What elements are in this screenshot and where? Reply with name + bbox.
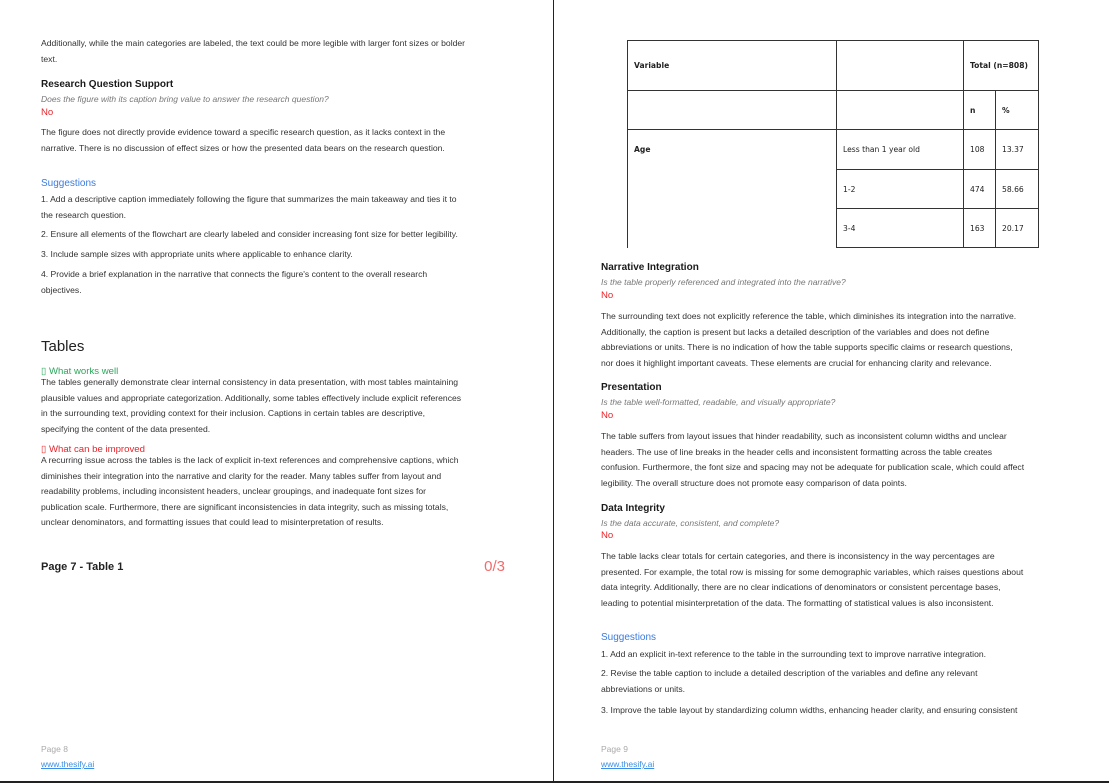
rq-answer: No <box>41 107 54 118</box>
text-line: 3. Include sample sizes with appropriate units where applicable to enhance clarity. <box>41 249 353 259</box>
rq-question: Does the figure with its caption bring value to answer the research question? <box>41 94 329 104</box>
suggestions-title: Suggestions <box>41 178 97 189</box>
text-line: unclear denominators, and formatting issues that could lead to misinterpretation of results. <box>41 517 384 527</box>
text-line: presented. For example, the total row is missing for some demographic variables, which raises questions about <box>601 566 1024 577</box>
rq-title: Research Question Support <box>41 79 174 90</box>
presentation-title: Presentation <box>601 382 662 393</box>
page-number: Page 8 <box>41 744 68 754</box>
header-blank <box>837 41 964 91</box>
text-line: nor does it highlight important caveats. These elements are crucial for enhancing clarity and relevance. <box>601 357 992 368</box>
text-line: diminishes their integration into the narrative and clarity for the reader. Many tables suffer from layout and <box>41 470 442 481</box>
page-divider <box>553 0 554 782</box>
suggestion-item <box>601 666 1081 697</box>
subheader-blank <box>628 91 837 130</box>
suggestion-item <box>41 247 521 263</box>
text-line: publication scale. Furthermore, there are significant inconsistencies in data integrity, such as missing totals, <box>41 501 449 512</box>
header-pct: % <box>996 91 1039 130</box>
text-line: plausible values and appropriate categorization. Additionally, some tables effectively include explicit references <box>41 392 462 403</box>
text-line: The table lacks clear totals for certain categories, and there is inconsistency in the way percentages are <box>601 551 995 561</box>
text-line: The table suffers from layout issues that hinder readability, such as inconsistent column widths and unclear <box>601 431 1007 441</box>
improve-label: ▯ What can be improved <box>41 444 145 455</box>
text-line: 3. Improve the table layout by standardizing column widths, enhancing header clarity, and ensuring consistent <box>601 705 1018 715</box>
text-line: abbreviations or units. There is no indication of how the table supports specific claims or research questions, <box>601 342 1013 352</box>
text-line: 4. Provide a brief explanation in the narrative that connects the figure's content to the overall research <box>41 269 428 279</box>
suggestion-item <box>41 227 521 243</box>
presentation-question: Is the table well-formatted, readable, and visually appropriate? <box>601 397 836 407</box>
text-line: abbreviations or units. <box>601 683 686 694</box>
group-age: Age <box>628 130 837 248</box>
intro-paragraph <box>41 36 521 67</box>
row-label: 1-2 <box>837 170 964 209</box>
text-line: confusion. Furthermore, the font size and spacing may not be adequate for publication scale, which could affect <box>601 462 1025 472</box>
row-n: 163 <box>964 209 996 248</box>
text-line: A recurring issue across the tables is the lack of explicit in-text references and comprehensive captions, which <box>41 455 459 465</box>
text-line: Additionally, while the main categories are labeled, the text could be more legible with larger font sizes or bolder <box>41 38 466 48</box>
text-line: 1. Add a descriptive caption immediately following the figure that summarizes the main takeaway and ties it to <box>41 194 457 204</box>
text-line: narrative. There is no discussion of effect sizes or how the presented data bears on the research question. <box>41 142 445 153</box>
presentation-answer: No <box>601 410 614 421</box>
footer-link[interactable]: www.thesify.ai <box>601 759 655 769</box>
works-well-label: ▯ What works well <box>41 366 119 377</box>
works-well-paragraph <box>41 375 521 437</box>
narrative-answer: No <box>601 290 614 301</box>
row-pct: 20.17 <box>996 209 1039 248</box>
item-title: Page 7 - Table 1 <box>41 561 124 573</box>
rq-paragraph <box>41 125 521 156</box>
text-line: 2. Revise the table caption to include a detailed description of the variables and define any relevant <box>601 668 978 678</box>
subheader-blank <box>837 91 964 130</box>
text-line: text. <box>41 53 58 64</box>
text-line: objectives. <box>41 284 82 295</box>
page-number: Page 9 <box>601 744 628 754</box>
row-label: 3-4 <box>837 209 964 248</box>
suggestion-item <box>601 703 1081 719</box>
text-line: 2. Ensure all elements of the flowchart are clearly labeled and consider increasing font size for better legibility. <box>41 229 458 239</box>
suggestions-title: Suggestions <box>601 632 657 643</box>
text-line: The surrounding text does not explicitly reference the table, which diminishes its integration into the narrative. <box>601 311 1017 321</box>
row-pct: 58.66 <box>996 170 1039 209</box>
integrity-paragraph <box>601 549 1081 611</box>
header-variable: Variable <box>628 41 837 91</box>
presentation-paragraph <box>601 429 1081 491</box>
text-line: data integrity. Additionally, there are no clear indications of denominators or consistent percentage bases, <box>601 582 1001 592</box>
narrative-paragraph <box>601 309 1081 371</box>
suggestion-item <box>41 267 521 298</box>
header-n: n <box>964 91 996 130</box>
score-badge: 0/3 <box>484 558 505 575</box>
row-n: 474 <box>964 170 996 209</box>
text-line: the research question. <box>41 209 127 220</box>
text-line: legibility. The overall structure does not promote easy comparison of data points. <box>601 477 907 488</box>
text-line: readability problems, including inconsistent headers, unclear groupings, and inadequate font sizes for <box>41 486 427 496</box>
row-n: 108 <box>964 130 996 170</box>
text-line: Additionally, the caption is present but lacks a detailed description of the variables and does not define <box>601 326 990 337</box>
suggestion-item <box>601 647 1081 663</box>
text-line: 1. Add an explicit in-text reference to the table in the surrounding text to improve narrative integration. <box>601 649 987 659</box>
integrity-answer: No <box>601 530 614 541</box>
text-line: The tables generally demonstrate clear internal consistency in data presentation, with most tables maintaining <box>41 377 459 387</box>
text-line: in the surrounding text, providing context for their inclusion. Captions in certain tables are descriptive, <box>41 408 426 418</box>
narrative-title: Narrative Integration <box>601 262 699 273</box>
text-line: The figure does not directly provide evidence toward a specific research question, as it lacks context in the <box>41 127 446 137</box>
integrity-title: Data Integrity <box>601 503 665 514</box>
data-table <box>627 40 1039 248</box>
header-total: Total (n=808) <box>964 41 1039 91</box>
improve-paragraph <box>41 453 521 531</box>
tables-heading: Tables <box>41 338 85 355</box>
footer-link[interactable]: www.thesify.ai <box>41 759 95 769</box>
text-line: headers. The use of line breaks in the header cells and inconsistent formatting across the table creates <box>601 446 993 457</box>
table-row <box>628 130 1039 170</box>
text-line: specifying the content of the data presented. <box>41 423 211 434</box>
text-line: leading to potential misinterpretation of the data. The formatting of statistical values is also inconsistent. <box>601 597 994 608</box>
integrity-question: Is the data accurate, consistent, and complete? <box>601 518 780 528</box>
narrative-question: Is the table properly referenced and integrated into the narrative? <box>601 277 846 287</box>
suggestion-item <box>41 192 521 223</box>
row-pct: 13.37 <box>996 130 1039 170</box>
row-label: Less than 1 year old <box>837 130 964 170</box>
